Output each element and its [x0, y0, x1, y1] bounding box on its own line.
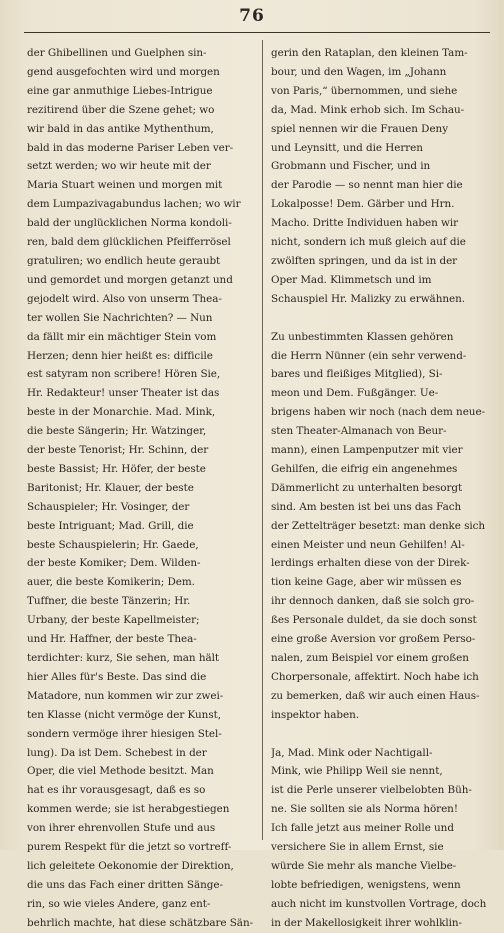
text-line: Schauspiel Hr. Malizky zu erwähnen.: [271, 292, 465, 305]
text-line: die uns das Fach einer dritten Sänge-: [27, 878, 223, 891]
text-line: gratuliren; wo endlich heute geraubt: [27, 254, 221, 267]
text-line: beste Bassist; Hr. Höfer, der beste: [27, 462, 206, 475]
text-line: und Hr. Haffner, der beste Thea-: [27, 633, 197, 646]
text-line: ist die Perle unserer vielbelobten Büh-: [271, 784, 472, 797]
text-line: wir bald in das antike Mythenthum,: [27, 122, 214, 135]
text-line: Baritonist; Hr. Klauer, der beste: [27, 481, 194, 494]
text-line: von Paris,“ übernommen, und siehe: [271, 84, 458, 97]
text-line: Schauspieler; Hr. Vosinger, der: [27, 500, 190, 513]
text-line: brigens haben wir noch (nach dem neue-: [271, 406, 486, 419]
text-line: sind. Am besten ist bei uns das Fach: [271, 500, 462, 513]
text-line: der Parodie — so nennt man hier die: [271, 179, 463, 192]
text-line: est satyram non scribere! Hören Sie,: [27, 368, 221, 381]
text-line: gerin den Rataplan, den kleinen Tam-: [271, 47, 468, 59]
text-line: Dämmerlicht zu unterhalten besorgt: [271, 481, 463, 494]
text-line: lerdings erhalten diese von der Direk-: [271, 557, 470, 570]
text-line: Oper Mad. Klimmetsch und im: [271, 273, 432, 286]
paragraph-gap: [271, 725, 494, 744]
text-line: beste Intriguant; Mad. Grill, die: [27, 519, 194, 532]
text-line: meon und Dem. Fußgänger. Ue-: [271, 387, 439, 400]
text-line: beste Schauspielerin; Hr. Gaede,: [27, 538, 199, 551]
text-line: Herzen; denn hier heißt es: difficile: [27, 349, 213, 362]
text-line: lung). Da ist Dem. Schebest in der: [27, 746, 207, 759]
text-line: auch nicht im kunstvollen Vortrage, doch: [271, 897, 487, 910]
text-line: kommen werde; sie ist herabgestiegen: [27, 803, 230, 816]
text-line: ten Klasse (nicht vermöge der Kunst,: [27, 708, 221, 721]
text-line: einen Meister und neun Gehilfen! Al-: [271, 538, 465, 551]
text-line: zu bemerken, daß wir auch einen Haus-: [271, 689, 480, 702]
text-line: Mink, wie Philipp Weil sie nennt,: [271, 765, 443, 778]
text-line: rin, so wie vieles Andere, ganz ent-: [27, 897, 211, 910]
text-line: lobte befriedigen, wenigstens, wenn: [271, 878, 461, 891]
text-line: purem Respekt für die jetzt so vortreff-: [27, 841, 232, 854]
text-line: der beste Komiker; Dem. Wilden-: [27, 557, 201, 570]
text-line: bald in das moderne Pariser Leben ver-: [27, 141, 234, 154]
text-line: mann), einen Lampenputzer mit vier: [271, 444, 463, 457]
text-line: würde Sie mehr als manche Vielbe-: [271, 859, 457, 872]
text-line: Ich falle jetzt aus meiner Rolle und: [271, 822, 454, 835]
text-line: gejodelt wird. Also von unserm Thea-: [27, 292, 222, 305]
text-line: nicht, sondern ich muß gleich auf die: [271, 236, 466, 249]
text-line: Matadore, nun kommen wir zur zwei-: [27, 689, 224, 702]
text-line: Zu unbestimmten Klassen gehören: [271, 330, 454, 343]
text-line: von ihrer ehrenvollen Stufe und aus: [27, 822, 216, 835]
page-number: 76: [239, 6, 265, 26]
text-line: die beste Sängerin; Hr. Watzinger,: [27, 425, 207, 438]
text-line: inspektor haben.: [271, 708, 360, 721]
text-line: Ja, Mad. Mink oder Nachtigall-: [271, 746, 433, 759]
text-line: zwölften springen, und da ist in der: [271, 254, 458, 267]
text-line: dem Lumpazivagabundus lachen; wo wir: [27, 198, 241, 211]
text-line: nalen, zum Beispiel vor einem großen: [271, 652, 469, 664]
text-line: setzt werden; wo wir heute mit der: [27, 160, 211, 173]
text-line: die Herrn Nünner (ein sehr verwend-: [271, 349, 467, 362]
text-line: der beste Tenorist; Hr. Schinn, der: [27, 444, 209, 457]
right-column: [271, 44, 494, 933]
text-line: sondern vermöge ihrer hiesigen Stel-: [27, 727, 222, 740]
text-line: Lokalposse! Dem. Gärber und Hrn.: [271, 198, 455, 211]
text-line: Maria Stuart weinen und morgen mit: [27, 179, 223, 192]
text-line: tion keine Gage, aber wir müssen es: [271, 576, 462, 589]
text-line: Hr. Redakteur! unser Theater ist das: [27, 387, 220, 400]
text-line: hat es ihr vorausgesagt, daß es so: [27, 784, 206, 797]
header-rule: [24, 32, 490, 33]
text-line: beste in der Monarchie. Mad. Mink,: [27, 406, 216, 419]
text-line: hier Alles für's Beste. Das sind die: [27, 670, 207, 683]
text-line: und Leynsitt, und die Herren: [271, 141, 423, 154]
text-line: der Zettelträger besetzt: man denke sich: [271, 519, 486, 532]
text-line: gend ausgefochten wird und morgen: [27, 65, 220, 78]
text-line: ter wollen Sie Nachrichten? — Nun: [27, 311, 213, 324]
text-line: und gemordet und morgen getanzt und: [27, 273, 233, 286]
text-line: Gehilfen, die eifrig ein angenehmes: [271, 462, 458, 475]
text-line: ihr dennoch danken, daß sie solch gro-: [271, 595, 475, 608]
text-line: behrlich machte, hat diese schätzbare Sän-: [27, 916, 254, 929]
text-line: eine große Aversion vor großem Perso-: [271, 633, 476, 646]
text-line: bares und fleißiges Mitglied), Si-: [271, 368, 443, 381]
text-line: sten Theater-Almanach von Beur-: [271, 425, 447, 438]
text-line: Macho. Dritte Individuen haben wir: [271, 217, 459, 230]
text-line: auer, die beste Komikerin; Dem.: [27, 576, 195, 589]
text-line: bour, und den Wagen, im „Johann: [271, 65, 447, 78]
text-line: bald der unglücklichen Norma kondoli-: [27, 217, 232, 230]
text-line: ren, bald dem glücklichen Pfeifferrösel: [27, 236, 231, 249]
text-line: Chorpersonale, affektirt. Noch habe ich: [271, 670, 479, 683]
text-line: eine gar anmuthige Liebes-Intrigue: [27, 84, 213, 97]
text-line: ne. Sie sollten sie als Norma hören!: [271, 803, 458, 816]
text-line: der Ghibellinen und Guelphen sin-: [27, 47, 207, 59]
text-line: da, Mad. Mink erhob sich. Im Schau-: [271, 103, 465, 116]
text-line: lich geleitete Oekonomie der Direktion,: [27, 859, 234, 872]
text-line: rezitirend über die Szene gehet; wo: [27, 103, 215, 116]
text-line: da fällt mir ein mächtiger Stein vom: [27, 330, 217, 343]
text-line: terdichter: kurz, Sie sehen, man hält: [27, 652, 220, 664]
text-line: Tuffner, die beste Tänzerin; Hr.: [27, 595, 191, 608]
text-line: spiel nennen wir die Frauen Deny: [271, 122, 449, 135]
text-line: Oper, die viel Methode besitzt. Man: [27, 765, 214, 778]
text-line: ßes Personale duldet, da sie doch sonst: [271, 614, 477, 627]
paragraph-gap: [271, 309, 494, 328]
left-column: [27, 44, 255, 933]
text-line: in der Makellosigkeit ihrer wohlklin-: [271, 916, 462, 929]
text-line: Grobmann und Fischer, und in: [271, 160, 431, 173]
text-line: versichere Sie in allem Ernst, sie: [271, 841, 444, 854]
column-divider: [262, 40, 263, 840]
text-line: Urbany, der beste Kapellmeister;: [27, 614, 200, 627]
